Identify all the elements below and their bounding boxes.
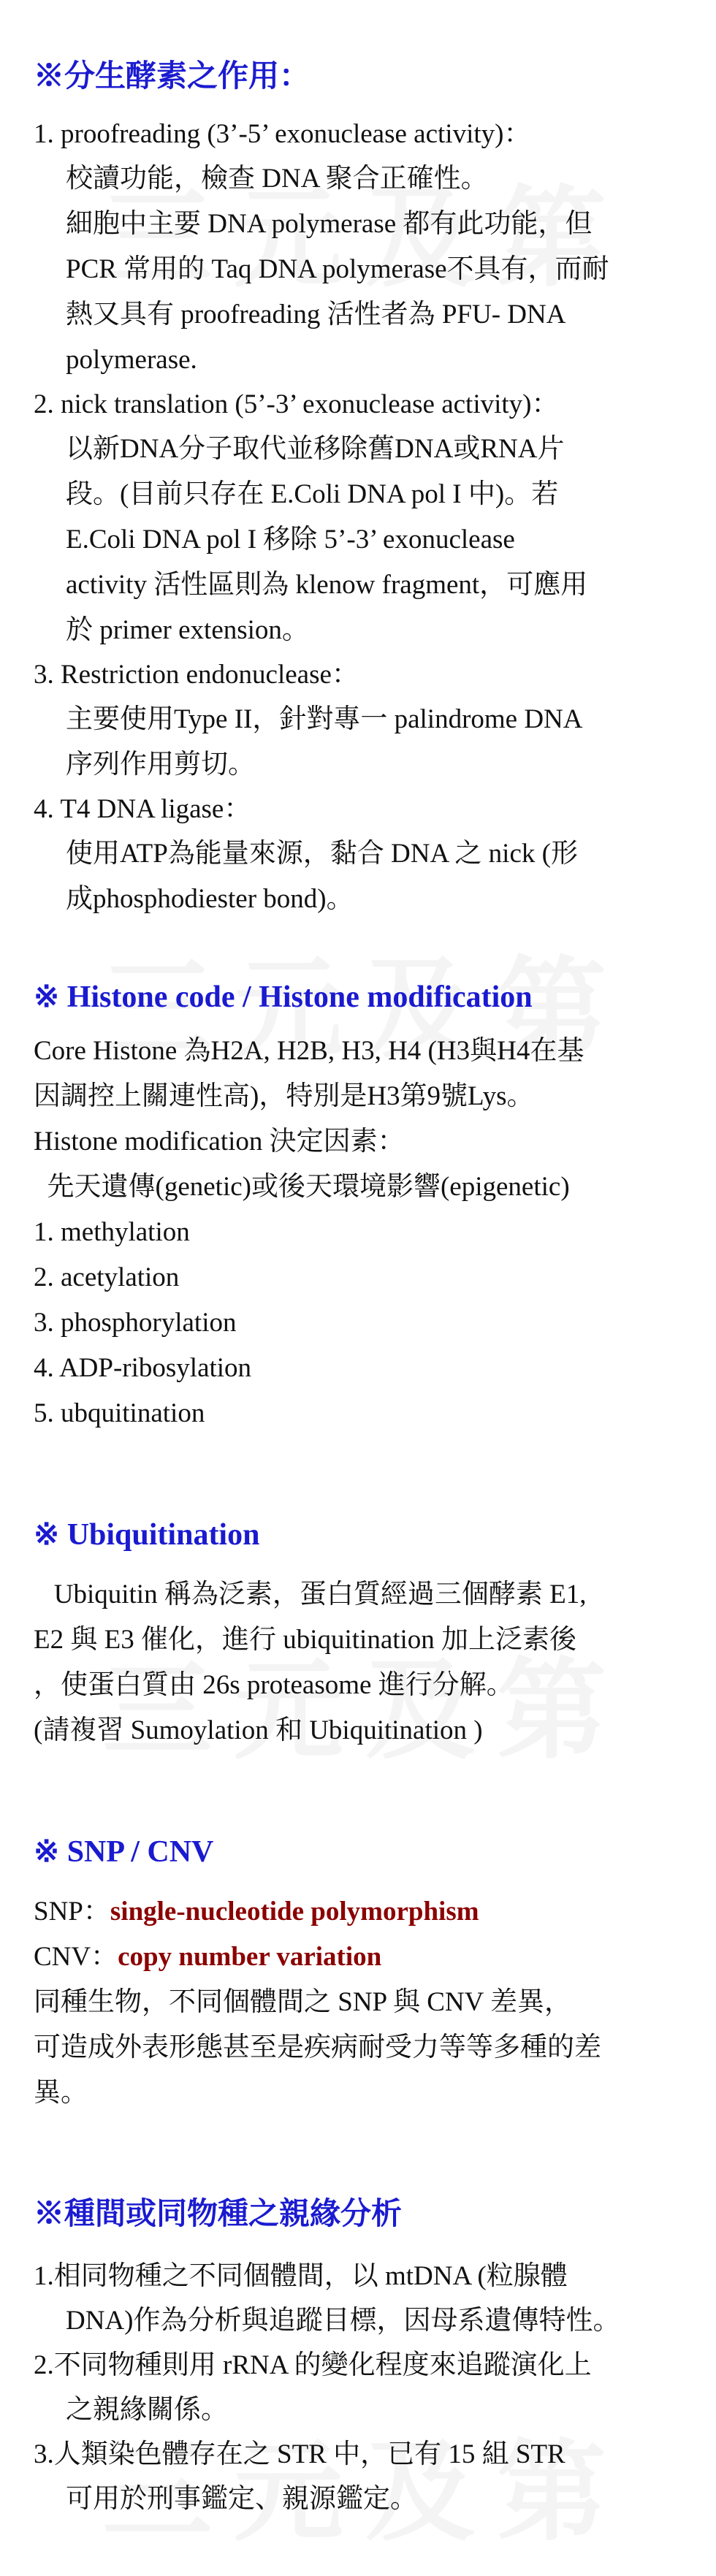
paragraph-line: Ubiquitin 稱為泛素，蛋白質經過三個酵素 E1, bbox=[34, 1579, 587, 1609]
list-item-line: PCR 常用的 Taq DNA polymerase不具有，而耐 bbox=[66, 254, 609, 284]
section-title-phylogeny: ※種間或同物種之親緣分析 bbox=[34, 2198, 403, 2231]
list-item-line: 段。(目前只存在 E.Coli DNA pol I 中)。若 bbox=[66, 479, 559, 509]
list-item-line: 於 primer extension。 bbox=[66, 615, 309, 645]
section-title-snp-cnv: ※ SNP / CNV bbox=[34, 1835, 214, 1869]
document-content bbox=[34, 54, 677, 2522]
list-item-head: 1. proofreading (3’-5’ exonuclease activity)： bbox=[34, 119, 531, 149]
list-item: 3. phosphorylation bbox=[34, 1308, 237, 1338]
list-item: 2. acetylation bbox=[34, 1262, 180, 1292]
paragraph-line: Core Histone 為H2A, H2B, H3, H4 (H3與H4在基 bbox=[34, 1036, 584, 1066]
list-item bbox=[34, 113, 677, 383]
list-item-line: 細胞中主要 DNA polymerase 都有此功能，但 bbox=[66, 209, 593, 239]
list-item-head: 2. nick translation (5’-3’ exonuclease activity)： bbox=[34, 389, 559, 419]
snp-label: SNP： bbox=[34, 1897, 110, 1927]
section-title-enzymes: ※分生酵素之作用： bbox=[34, 60, 311, 94]
list-item bbox=[34, 2255, 677, 2344]
list-item-line: 校讀功能，檢查 DNA 聚合正確性。 bbox=[66, 164, 488, 194]
list-item-line: 之親緣關係。 bbox=[66, 2395, 228, 2425]
paragraph-line: 可造成外表形態甚至是疾病耐受力等等多種的差 bbox=[34, 2032, 601, 2062]
section-title-ubiquitination: ※ Ubiquitination bbox=[34, 1518, 260, 1552]
list-item: 1. methylation bbox=[34, 1217, 190, 1247]
list-item-line: E.Coli DNA pol I 移除 5’-3’ exonuclease bbox=[66, 525, 515, 555]
list-item-line: 以新DNA分子取代並移除舊DNA或RNA片 bbox=[66, 434, 565, 464]
list-item: 4. ADP-ribosylation bbox=[34, 1353, 252, 1383]
snp-definition bbox=[34, 1889, 677, 1935]
list-item-line: polymerase. bbox=[66, 345, 197, 375]
list-item-line: activity 活性區則為 klenow fragment，可應用 bbox=[66, 570, 588, 600]
paragraph-line: Histone modification 決定因素： bbox=[34, 1127, 405, 1156]
list-item bbox=[34, 2344, 677, 2433]
paragraph-line: (請複習 Sumoylation 和 Ubiquitination ) bbox=[34, 1715, 483, 1745]
cnv-value: copy number variation bbox=[118, 1942, 382, 1972]
paragraph-line: ，使蛋白質由 26s proteasome 進行分解。 bbox=[34, 1670, 514, 1700]
list-item-line: 熱又具有 proofreading 活性者為 PFU- DNA bbox=[66, 300, 566, 329]
list-item-line: 使用ATP為能量來源，黏合 DNA 之 nick (形 bbox=[66, 839, 578, 869]
list-item bbox=[34, 653, 677, 788]
list-item-head: 3. Restriction endonuclease： bbox=[34, 660, 359, 690]
paragraph-line: 異。 bbox=[34, 2078, 88, 2108]
section-title-histone: ※ Histone code / Histone modification bbox=[34, 980, 533, 1014]
cnv-definition bbox=[34, 1935, 677, 1980]
list-item-line: 可用於刑事鑑定、親源鑑定。 bbox=[66, 2484, 417, 2514]
list-item-head: 2.不同物種則用 rRNA 的變化程度來追蹤演化上 bbox=[34, 2350, 592, 2380]
list-item-head: 4. T4 DNA ligase： bbox=[34, 794, 251, 824]
list-item-line: DNA)作為分析與追蹤目標，因母系遺傳特性。 bbox=[66, 2306, 620, 2336]
list-item bbox=[34, 383, 677, 653]
cnv-label: CNV： bbox=[34, 1942, 118, 1972]
list-item-head: 3.人類染色體存在之 STR 中，已有 15 組 STR bbox=[34, 2439, 565, 2469]
snp-value: single-nucleotide polymorphism bbox=[110, 1897, 479, 1927]
list-item bbox=[34, 788, 677, 922]
list-item-head: 1.相同物種之不同個體間，以 mtDNA (粒腺體 bbox=[34, 2261, 568, 2291]
paragraph-line: 先天遺傳(genetic)或後天環境影響(epigenetic) bbox=[34, 1172, 570, 1202]
list-item-line: 序列作用剪切。 bbox=[66, 750, 255, 780]
paragraph-line: 因調控上關連性高)，特別是H3第9號Lys。 bbox=[34, 1081, 534, 1111]
paragraph-line: 同種生物，不同個體間之 SNP 與 CNV 差異， bbox=[34, 1987, 571, 2017]
list-item: 5. ubquitination bbox=[34, 1398, 205, 1428]
list-item bbox=[34, 2433, 677, 2522]
list-item-line: 成phosphodiester bond)。 bbox=[66, 884, 354, 914]
paragraph-line: E2 與 E3 催化，進行 ubiquitination 加上泛素後 bbox=[34, 1625, 577, 1655]
list-item-line: 主要使用Type II，針對專一 palindrome DNA bbox=[66, 704, 583, 734]
